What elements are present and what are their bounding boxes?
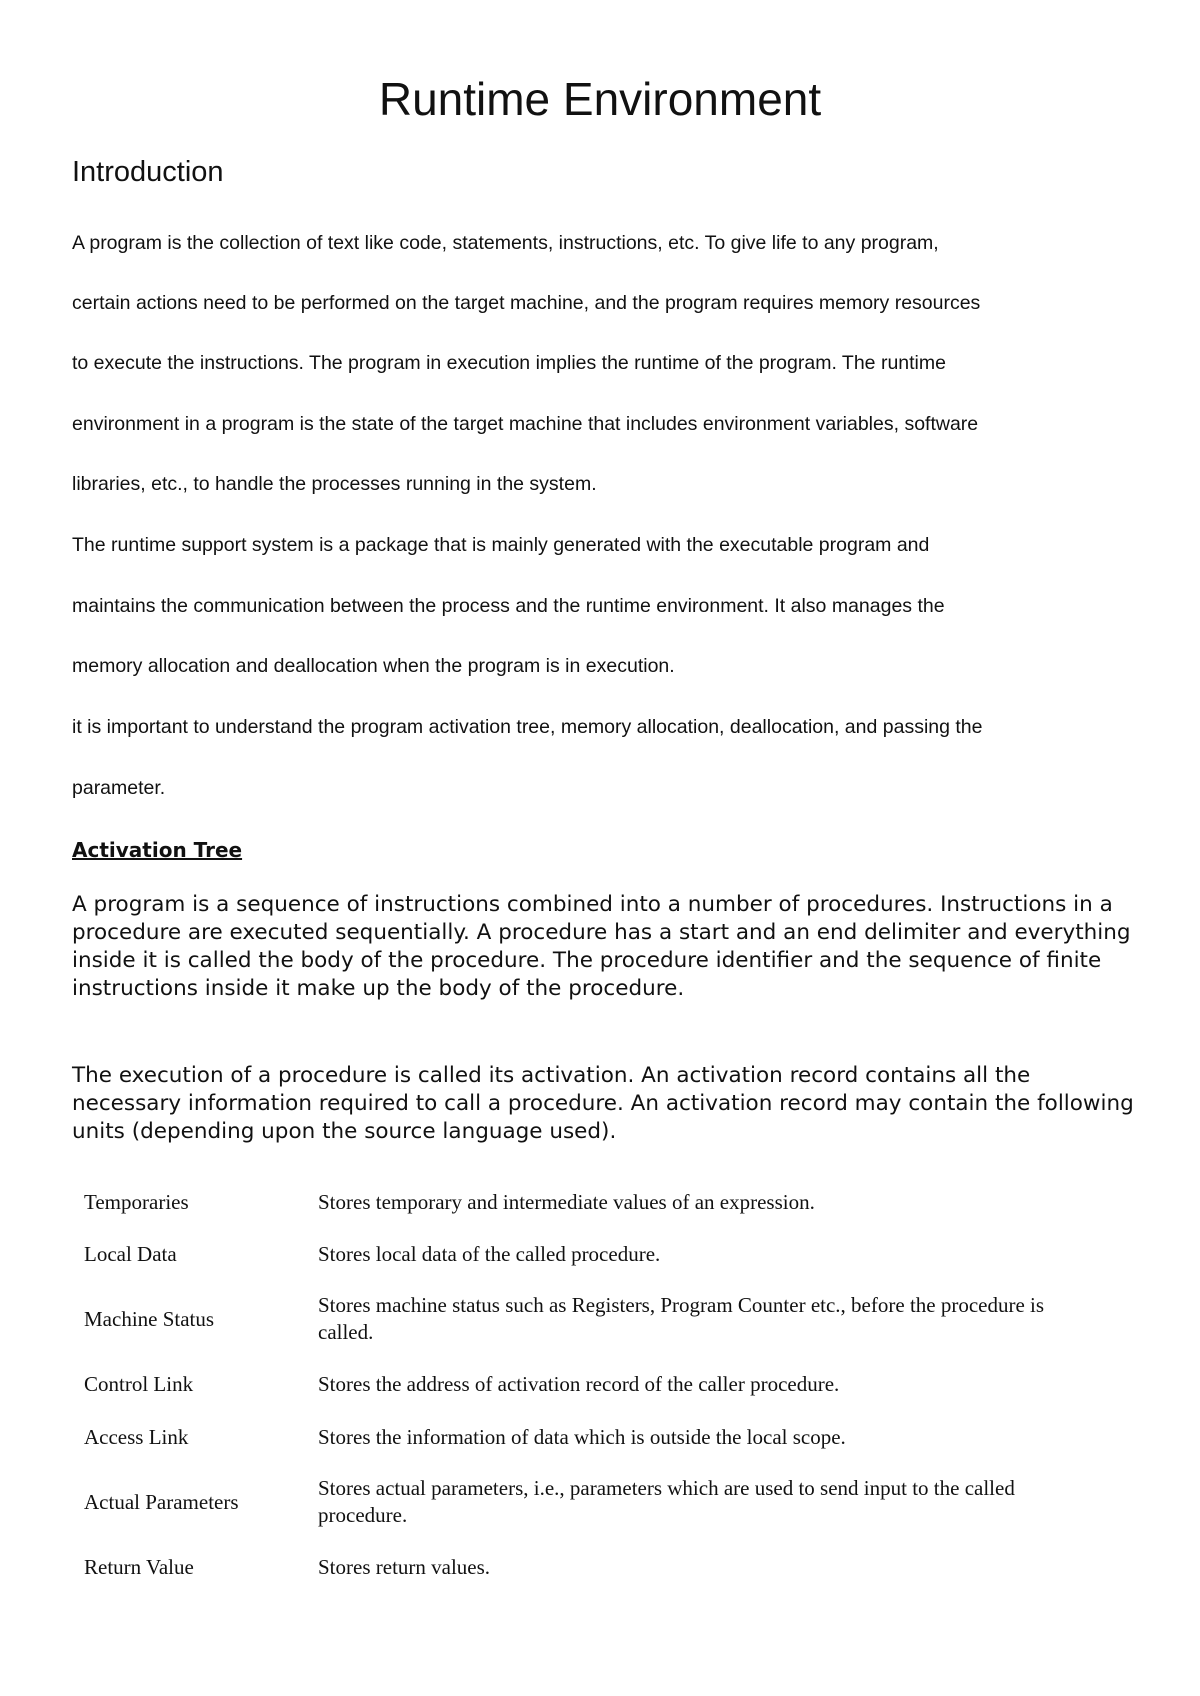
intro-line: environment in a program is the state of the target machine that includes environment variables, software	[72, 413, 979, 435]
activation-tree-paragraph-1: A program is a sequence of instructions combined into a number of procedures. Instructions in a procedure are executed sequentially. A procedure has a start and an end delimiter and everything inside it is called the body of the procedure. The procedure identifier and the sequence of finite instructions inside it make up the body of the procedure.	[72, 892, 1131, 1001]
intro-line: to execute the instructions. The program in execution implies the runtime of the program. The runtime	[72, 352, 946, 374]
intro-line: parameter.	[72, 777, 166, 799]
unit-name: Return Value	[84, 1554, 194, 1579]
introduction-heading: Introduction	[72, 156, 224, 188]
intro-line: A program is the collection of text like code, statements, instructions, etc. To give life to any program,	[72, 232, 939, 254]
intro-line: maintains the communication between the process and the runtime environment. It also manages the	[72, 595, 945, 617]
page-title: Runtime Environment	[378, 73, 822, 125]
intro-line: certain actions need to be performed on the target machine, and the program requires memory resources	[72, 292, 981, 314]
activation-record-units-table	[72, 1176, 1092, 1593]
table-row	[72, 1358, 1092, 1411]
table-row	[72, 1541, 1092, 1593]
unit-description: Stores machine status such as Registers, Program Counter etc., before the procedure is called.	[318, 1293, 1045, 1344]
unit-description: Stores temporary and intermediate values of an expression.	[318, 1189, 815, 1214]
unit-name: Machine Status	[84, 1306, 215, 1331]
table-row	[72, 1463, 1092, 1541]
intro-line: The runtime support system is a package that is mainly generated with the executable program and	[72, 534, 930, 556]
unit-description: Stores return values.	[318, 1554, 491, 1579]
unit-name: Local Data	[84, 1241, 177, 1266]
intro-line: libraries, etc., to handle the processes running in the system.	[72, 473, 597, 495]
unit-name: Actual Parameters	[84, 1489, 239, 1514]
unit-description: Stores actual parameters, i.e., parameters which are used to send input to the called procedure.	[318, 1476, 1015, 1527]
intro-line: memory allocation and deallocation when the program is in execution.	[72, 655, 675, 677]
activation-tree-paragraph-2: The execution of a procedure is called its activation. An activation record contains all the necessary information required to call a procedure. An activation record may contain the following units (depending upon the source language used).	[72, 1063, 1134, 1144]
table-row	[72, 1176, 1092, 1228]
unit-name: Control Link	[84, 1372, 194, 1396]
unit-description: Stores the information of data which is outside the local scope.	[318, 1424, 846, 1449]
table-row	[72, 1411, 1092, 1463]
intro-line: it is important to understand the program activation tree, memory allocation, deallocation, and passing the	[72, 716, 983, 738]
unit-name: Access Link	[84, 1424, 189, 1449]
table-row	[72, 1228, 1092, 1280]
table-row	[72, 1280, 1092, 1358]
unit-description: Stores local data of the called procedure.	[318, 1241, 661, 1266]
activation-tree-heading: Activation Tree	[72, 838, 243, 862]
unit-name: Temporaries	[84, 1189, 189, 1214]
unit-description: Stores the address of activation record of the caller procedure.	[318, 1372, 840, 1396]
